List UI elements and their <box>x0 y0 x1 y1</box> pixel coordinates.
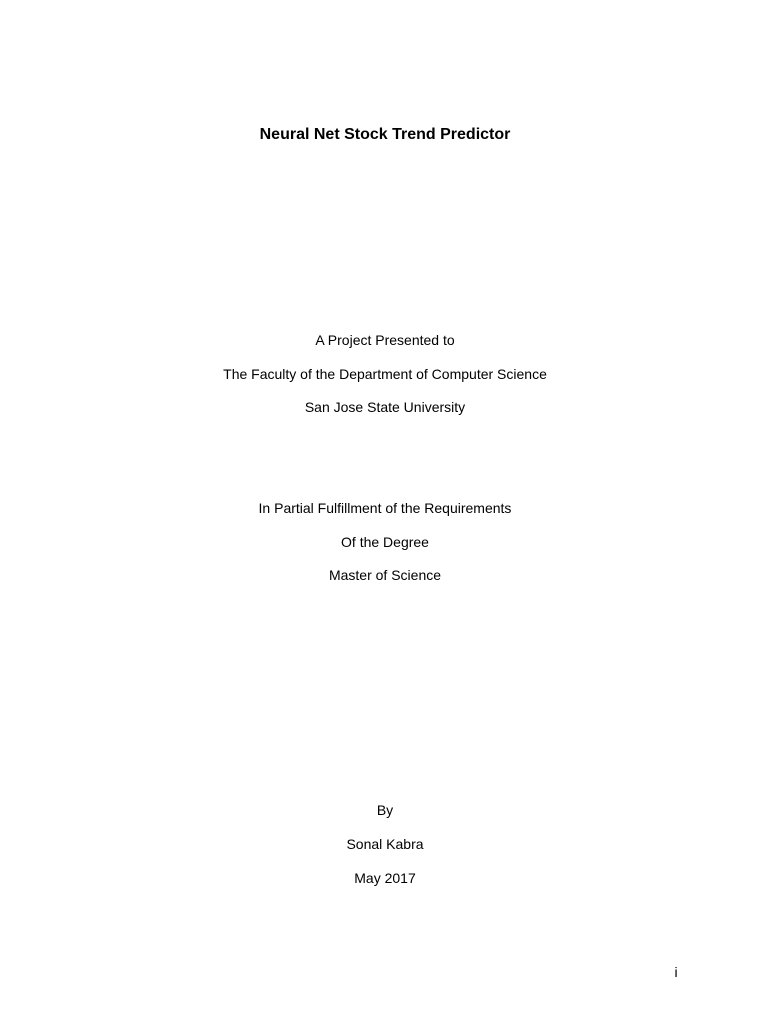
fulfillment-line: In Partial Fulfillment of the Requirements <box>258 500 512 516</box>
degree-name-line: Master of Science <box>328 567 442 583</box>
submission-date: May 2017 <box>354 870 416 886</box>
page-number: i <box>674 964 678 980</box>
faculty-line: The Faculty of the Department of Computer Science <box>223 366 547 382</box>
author-name: Sonal Kabra <box>346 836 424 852</box>
presented-to-line: A Project Presented to <box>315 332 455 348</box>
university-line: San Jose State University <box>304 399 466 415</box>
degree-line: Of the Degree <box>341 534 429 550</box>
by-line: By <box>376 802 394 818</box>
document-title: Neural Net Stock Trend Predictor <box>259 126 511 143</box>
